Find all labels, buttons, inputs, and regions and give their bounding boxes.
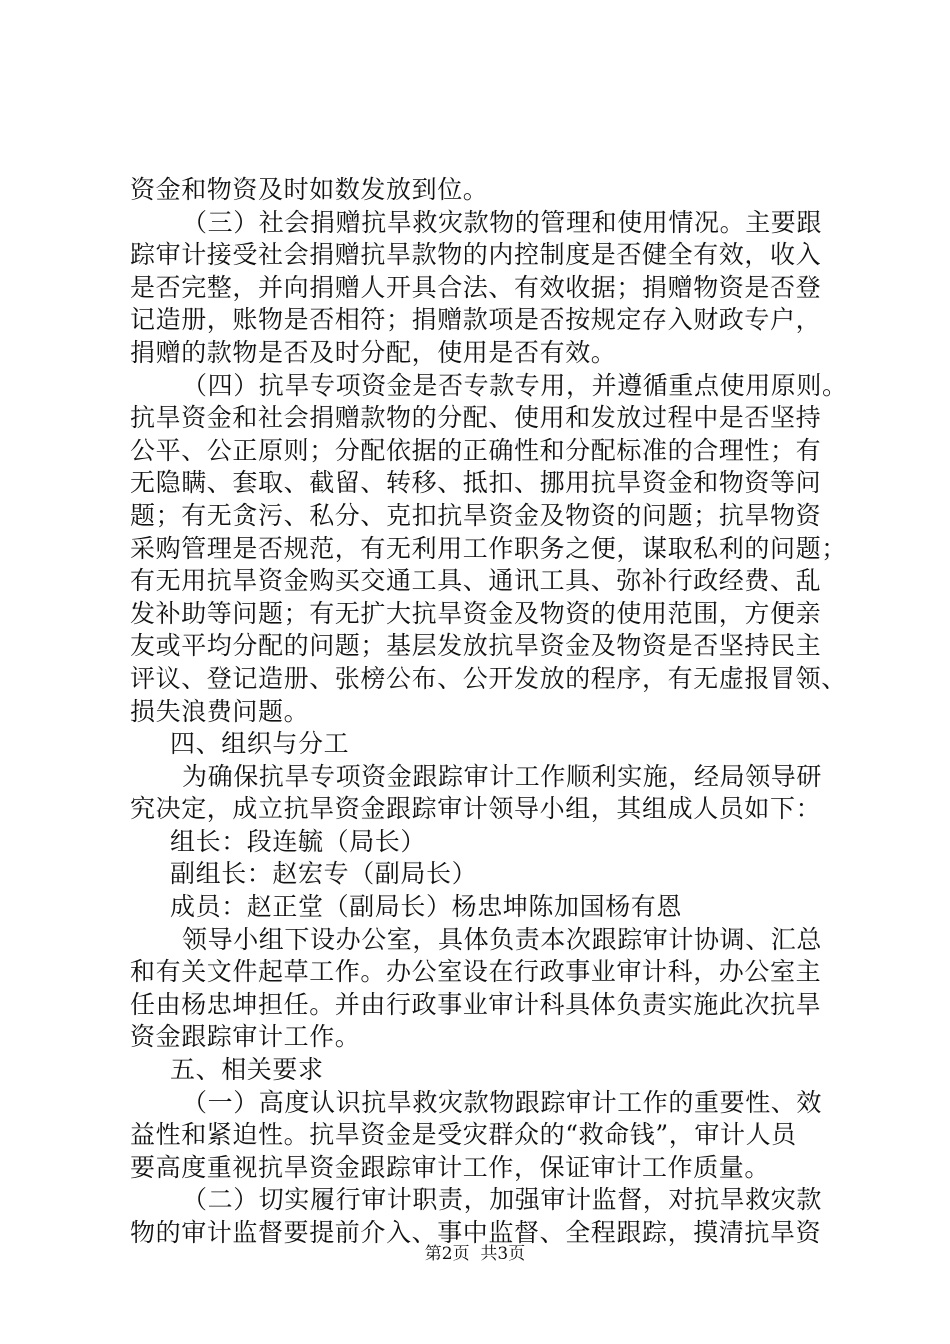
text-line: 公平、公正原则；分配依据的正确性和分配标准的合理性；有 <box>130 435 822 465</box>
text-line: 友或平均分配的问题；基层发放抗旱资金及物资是否坚持民主 <box>130 631 822 661</box>
text-line: 踪审计接受社会捐赠抗旱款物的内控制度是否健全有效，收入 <box>130 240 822 270</box>
text-line: 捐赠的款物是否及时分配，使用是否有效。 <box>130 337 617 367</box>
text-line: 发补助等问题；有无扩大抗旱资金及物资的使用范围，方便亲 <box>130 598 822 628</box>
text-line: 评议、登记造册、张榜公布、公开发放的程序，有无虚报冒领、 <box>130 663 847 693</box>
section-heading: 五、相关要求 <box>170 1055 324 1085</box>
text-line: 和有关文件起草工作。办公室设在行政事业审计科，办公室主 <box>130 957 822 987</box>
text-line: 记造册，账物是否相符；捐赠款项是否按规定存入财政专户， <box>130 305 822 335</box>
page-number-footer: 第2页 共3页 <box>424 1244 526 1264</box>
text-line: 资金和物资及时如数发放到位。 <box>130 175 489 204</box>
text-line: 究决定，成立抗旱资金跟踪审计领导小组，其组成人员如下： <box>130 794 822 824</box>
text-line: 资金跟踪审计工作。 <box>130 1022 361 1052</box>
text-line: 任由杨忠坤担任。并由行政事业审计科具体负责实施此次抗旱 <box>130 989 822 1019</box>
text-line: 损失浪费问题。 <box>130 696 310 726</box>
text-line: （一）高度认识抗旱救灾款物跟踪审计工作的重要性、效 <box>182 1087 823 1117</box>
text-line: 是否完整，并向捐赠人开具合法、有效收据；捐赠物资是否登 <box>130 272 822 302</box>
text-line: 领导小组下设办公室，具体负责本次跟踪审计协调、汇总 <box>182 924 823 954</box>
text-line: 组长：段连毓（局长） <box>170 826 427 856</box>
text-line: 无隐瞒、套取、截留、转移、抵扣、挪用抗旱资金和物资等问 <box>130 468 822 498</box>
text-line: 副组长：赵宏专（副局长） <box>170 859 478 889</box>
text-line: 抗旱资金和社会捐赠款物的分配、使用和发放过程中是否坚持 <box>130 403 822 433</box>
text-line: 益性和紧迫性。抗旱资金是受灾群众的“救命钱”，审计人员 <box>130 1120 797 1150</box>
text-line: 成员：赵正堂（副局长）杨忠坤陈加国杨有恩 <box>170 892 683 922</box>
text-line: 题；有无贪污、私分、克扣抗旱资金及物资的问题；抗旱物资 <box>130 500 822 530</box>
text-line: 物的审计监督要提前介入、事中监督、全程跟踪，摸清抗旱资 <box>130 1218 822 1247</box>
section-heading: 四、组织与分工 <box>170 729 350 759</box>
text-line: 有无用抗旱资金购买交通工具、通讯工具、弥补行政经费、乱 <box>130 566 822 596</box>
text-line: 采购管理是否规范，有无利用工作职务之便，谋取私利的问题； <box>130 533 847 563</box>
text-line: （三）社会捐赠抗旱救灾款物的管理和使用情况。主要跟 <box>182 207 823 237</box>
text-line: 要高度重视抗旱资金跟踪审计工作，保证审计工作质量。 <box>130 1152 771 1182</box>
text-line: （四）抗旱专项资金是否专款专用，并遵循重点使用原则。 <box>182 370 848 400</box>
document-body <box>130 174 850 1250</box>
text-line: 为确保抗旱专项资金跟踪审计工作顺利实施，经局领导研 <box>182 761 823 791</box>
text-line: （二）切实履行审计职责，加强审计监督，对抗旱救灾款 <box>182 1185 823 1215</box>
